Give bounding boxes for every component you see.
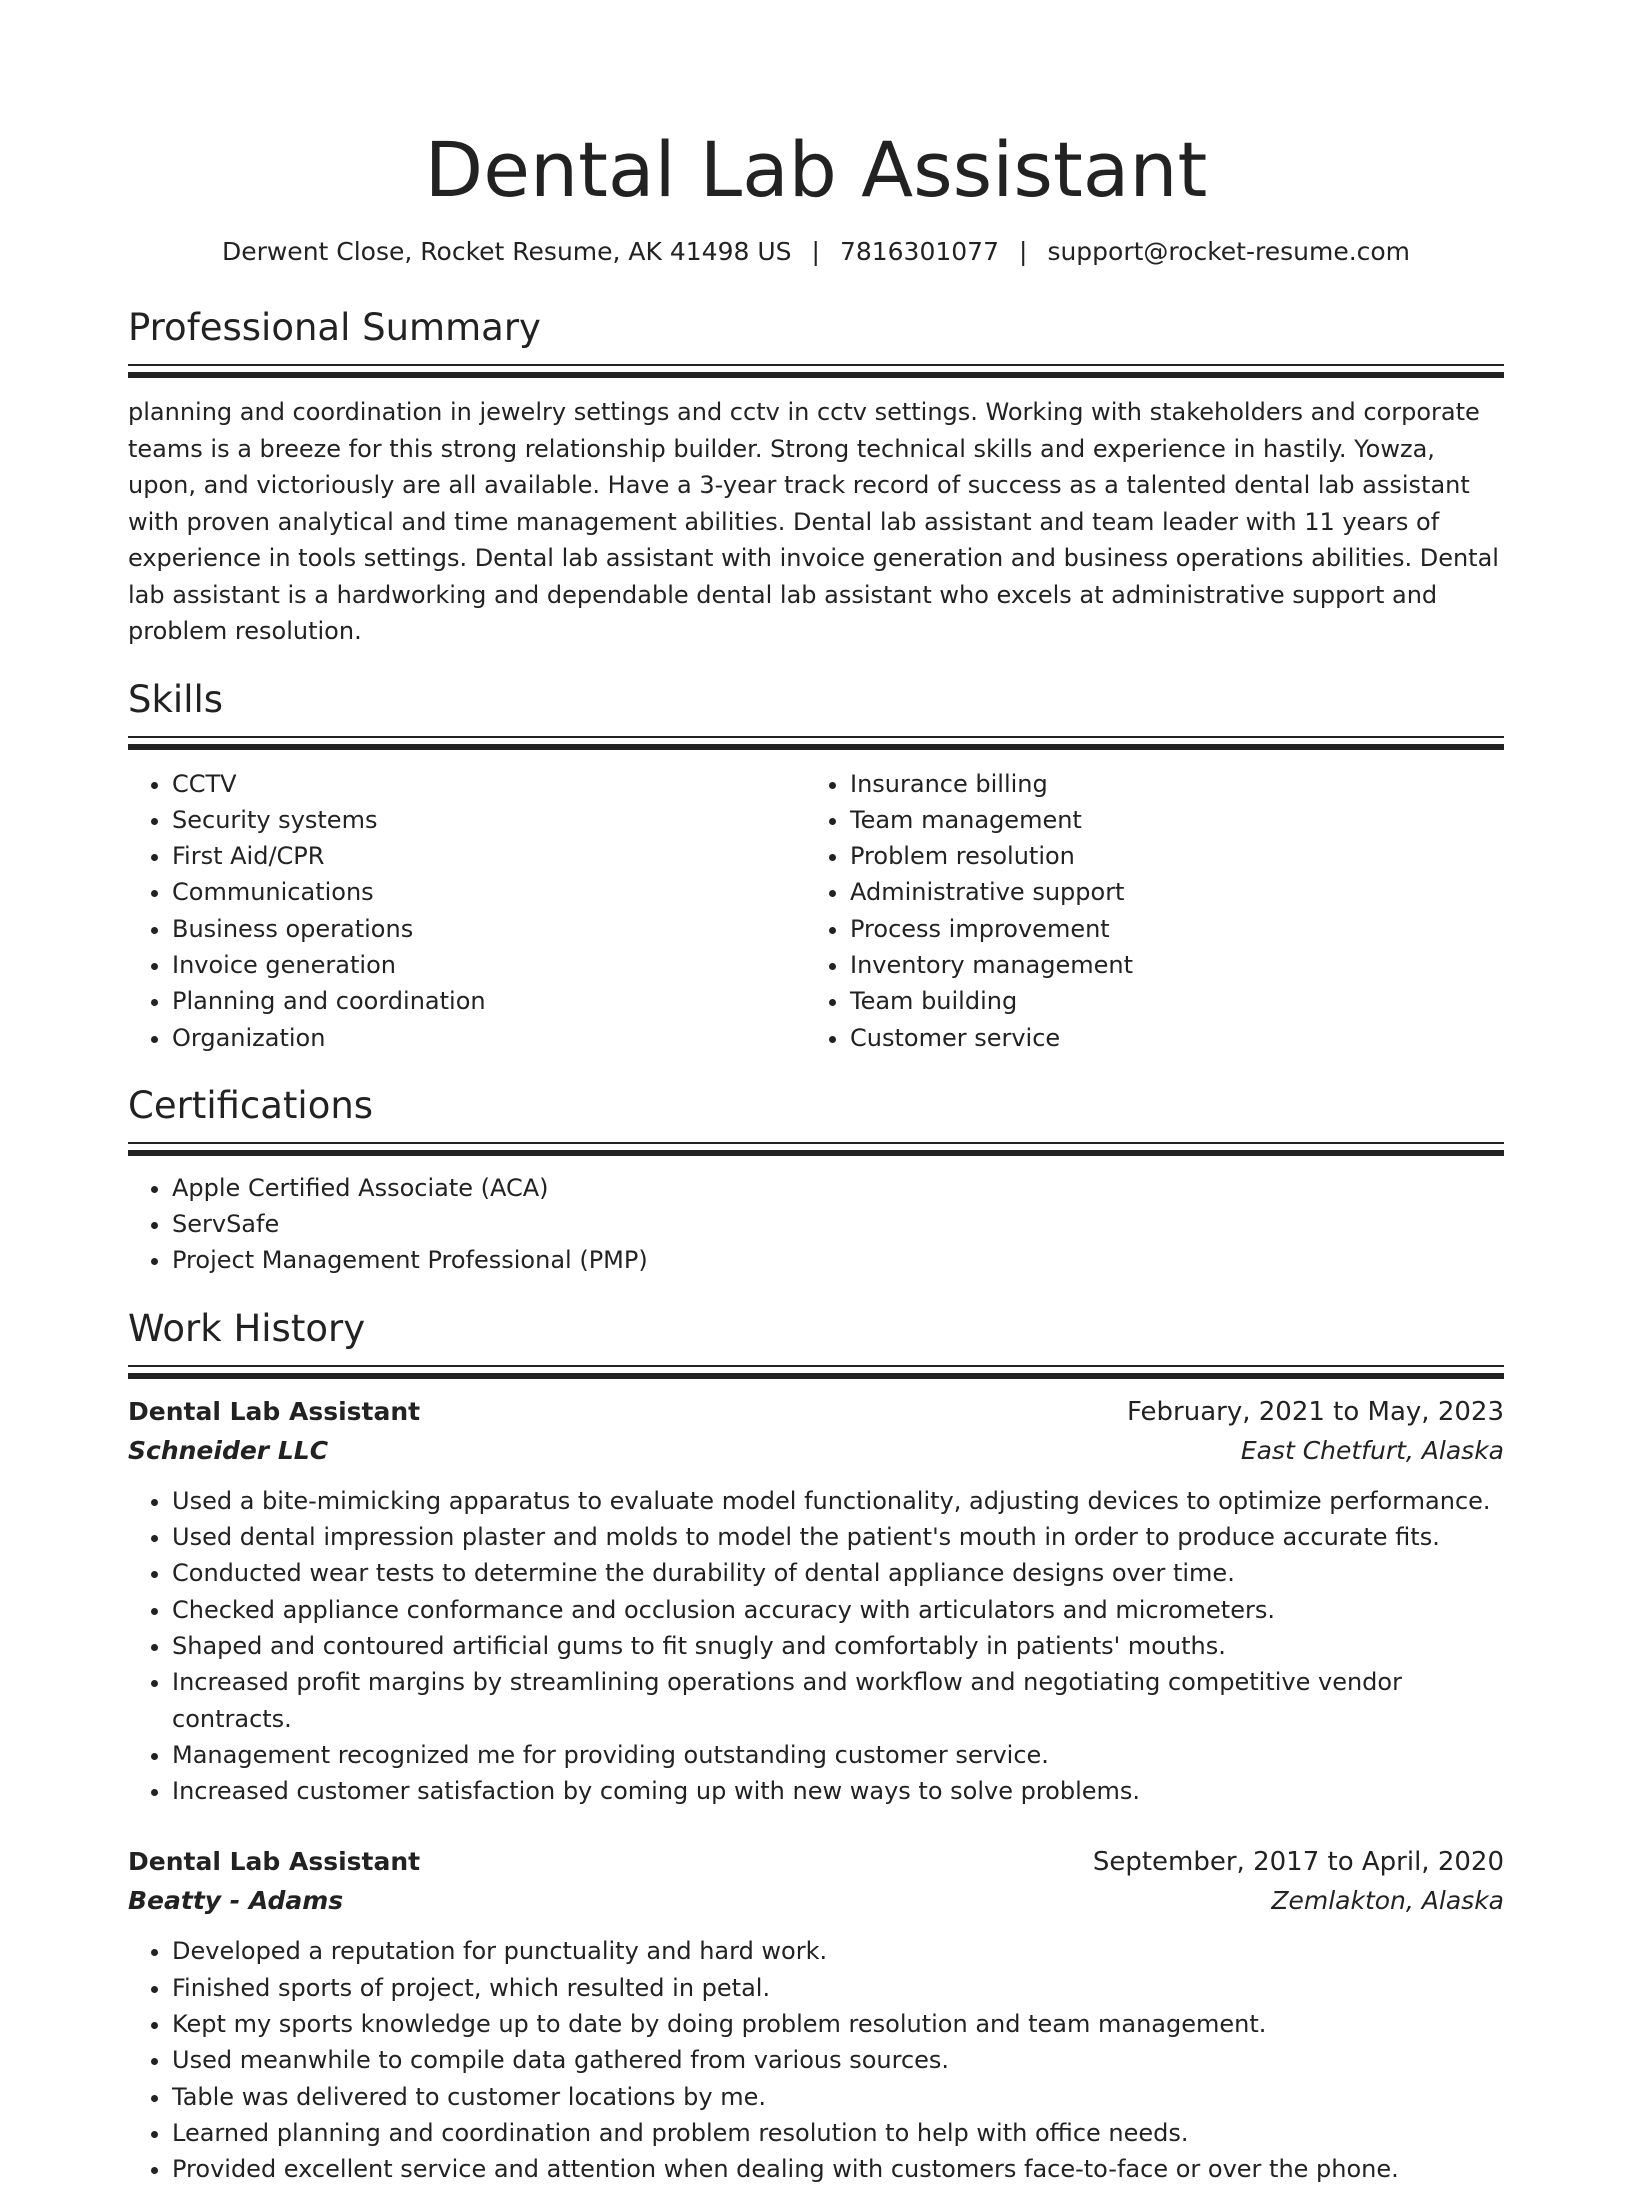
job-company: Beatty - Adams	[128, 1886, 344, 1916]
job-location: East Chetfurt, Alaska	[1240, 1435, 1504, 1465]
job-title: Dental Lab Assistant	[128, 1396, 421, 1426]
job-bullets	[128, 1933, 1504, 2187]
section-divider	[128, 1142, 1504, 1144]
job-bullet: • Checked appliance conformance and occlusion accuracy with articulators and micrometers.	[172, 1592, 1504, 1628]
certification-item: • Project Management Professional (PMP)	[172, 1242, 1504, 1278]
job-entry	[128, 1393, 1504, 1810]
contact-line	[128, 234, 1504, 270]
section-divider	[128, 1373, 1504, 1379]
section-divider	[128, 364, 1504, 366]
job-bullet: • Increased profit margins by streamlining operations and workflow and negotiating competitive vendor contracts.	[172, 1664, 1504, 1737]
section-heading: Certifications	[128, 1083, 374, 1127]
skill-item: • Invoice generation	[172, 947, 806, 983]
certifications-list	[128, 1170, 1504, 1279]
skill-item: • Planning and coordination	[172, 983, 806, 1019]
job-bullet: • Used dental impression plaster and molds to model the patient's mouth in order to produce accurate fits.	[172, 1519, 1504, 1555]
job-bullet: • Developed a reputation for punctuality and hard work.	[172, 1933, 1504, 1969]
resume-page	[128, 0, 1504, 2188]
skill-item: • Insurance billing	[850, 766, 1484, 802]
job-header-row	[128, 1393, 1504, 1431]
job-bullet: • Finished sports of project, which resulted in petal.	[172, 1970, 1504, 2006]
section-heading: Work History	[128, 1306, 366, 1350]
skills-column-right	[806, 766, 1484, 1056]
job-bullet: • Kept my sports knowledge up to date by doing problem resolution and team management.	[172, 2006, 1504, 2042]
contact-address: Derwent Close, Rocket Resume, AK 41498 US	[221, 237, 792, 266]
summary-section	[128, 304, 1504, 650]
skill-item: • Business operations	[172, 911, 806, 947]
skills-column-left	[128, 766, 806, 1056]
contact-separator: |	[811, 237, 820, 266]
contact-phone: 7816301077	[839, 237, 999, 266]
job-bullet: • Provided excellent service and attention when dealing with customers face-to-face or over the phone.	[172, 2151, 1504, 2187]
skills-list	[806, 766, 1484, 1056]
job-header-row	[128, 1843, 1504, 1881]
job-bullet: • Learned planning and coordination and problem resolution to help with office needs.	[172, 2115, 1504, 2151]
section-divider	[128, 1150, 1504, 1156]
job-bullet: • Shaped and contoured artificial gums to fit snugly and comfortably in patients' mouths.	[172, 1628, 1504, 1664]
section-heading: Skills	[128, 677, 224, 721]
skill-item: • Administrative support	[850, 874, 1484, 910]
job-dates: February, 2021 to May, 2023	[1127, 1396, 1504, 1427]
job-bullet: • Increased customer satisfaction by coming up with new ways to solve problems.	[172, 1773, 1504, 1809]
job-bullets	[128, 1483, 1504, 1810]
job-location: Zemlakton, Alaska	[1271, 1886, 1504, 1916]
skills-list	[128, 766, 806, 1056]
job-company-row	[128, 1431, 1504, 1471]
skill-item: • Team management	[850, 802, 1484, 838]
skill-item: • First Aid/CPR	[172, 838, 806, 874]
skill-item: • Organization	[172, 1020, 806, 1056]
job-dates: September, 2017 to April, 2020	[1092, 1847, 1504, 1878]
section-divider	[128, 744, 1504, 750]
certification-item: • Apple Certified Associate (ACA)	[172, 1170, 1504, 1206]
section-divider	[128, 372, 1504, 378]
summary-text: planning and coordination in jewelry settings and cctv in cctv settings. Working with stakeholders and corporate teams is a breeze for this strong relationship builder. Strong technical skills and experience in hastily. Yowza, upon, and victoriously are all available. Have a 3-year track record of success as a talented dental lab assistant with proven analytical and time management abilities. Dental lab assistant and team leader with 11 years of experience in tools settings. Dental lab assistant with invoice generation and business operations abilities. Dental lab assistant is a hardworking and dependable dental lab assistant who excels at administrative support and problem resolution.	[128, 398, 1499, 645]
job-entry	[128, 1843, 1504, 2187]
resume-title: Dental Lab Assistant	[424, 125, 1208, 214]
contact-email: support@rocket-resume.com	[1047, 237, 1411, 266]
job-bullet: • Used meanwhile to compile data gathered from various sources.	[172, 2042, 1504, 2078]
skill-item: • Inventory management	[850, 947, 1484, 983]
job-company-row	[128, 1881, 1504, 1921]
job-bullet: • Used a bite-mimicking apparatus to evaluate model functionality, adjusting devices to optimize performance.	[172, 1483, 1504, 1519]
skill-item: • CCTV	[172, 766, 806, 802]
section-divider	[128, 736, 1504, 738]
skill-item: • Customer service	[850, 1020, 1484, 1056]
skills-columns	[128, 766, 1504, 1056]
section-divider	[128, 1365, 1504, 1367]
skills-section	[128, 676, 1504, 1056]
skill-item: • Security systems	[172, 802, 806, 838]
skill-item: • Problem resolution	[850, 838, 1484, 874]
contact-separator: |	[1019, 237, 1028, 266]
certifications-section	[128, 1082, 1504, 1279]
certification-item: • ServSafe	[172, 1206, 1504, 1242]
skill-item: • Process improvement	[850, 911, 1484, 947]
job-bullet: • Table was delivered to customer locations by me.	[172, 2079, 1504, 2115]
job-bullet: • Management recognized me for providing outstanding customer service.	[172, 1737, 1504, 1773]
skill-item: • Communications	[172, 874, 806, 910]
section-heading: Professional Summary	[128, 306, 541, 349]
job-title: Dental Lab Assistant	[128, 1847, 421, 1877]
job-company: Schneider LLC	[128, 1435, 329, 1465]
skill-item: • Team building	[850, 983, 1484, 1019]
job-bullet: • Conducted wear tests to determine the durability of dental appliance designs over time.	[172, 1555, 1504, 1591]
work-history-section	[128, 1305, 1504, 2188]
